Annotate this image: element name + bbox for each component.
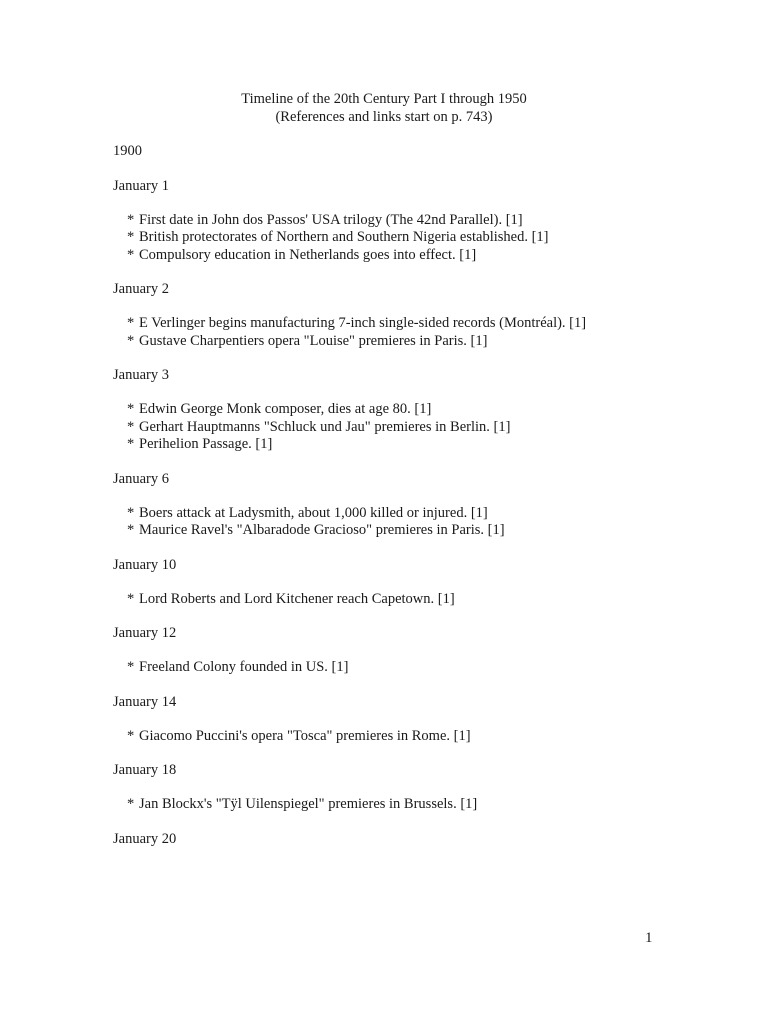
event-item [113, 315, 713, 333]
bullet-marker: * [127, 727, 135, 744]
event-text: Maurice Ravel's "Albaradode Gracioso" premieres in Paris. [1] [139, 522, 505, 538]
event-item [113, 591, 713, 609]
event-list [113, 591, 713, 609]
event-list [113, 315, 713, 350]
event-list [113, 401, 713, 454]
bullet-marker: * [127, 504, 135, 521]
event-item [113, 212, 713, 230]
date-heading: January 20 [113, 830, 177, 847]
date-heading: January 14 [113, 693, 177, 710]
bullet-marker: * [127, 418, 135, 435]
event-item [113, 522, 713, 540]
event-item [113, 419, 713, 437]
event-item [113, 796, 713, 814]
document-title: Timeline of the 20th Century Part I through 1950 [241, 91, 527, 107]
bullet-marker: * [127, 436, 135, 452]
event-list [113, 796, 713, 814]
bullet-marker: * [127, 246, 135, 263]
date-heading: January 6 [113, 470, 169, 487]
event-text: Gustave Charpentiers opera "Louise" premieres in Paris. [1] [139, 332, 488, 349]
event-text: Edwin George Monk composer, dies at age 80. [1] [139, 401, 432, 417]
event-list [113, 212, 713, 265]
event-item [113, 659, 713, 677]
event-text: Compulsory education in Netherlands goes into effect. [1] [139, 246, 477, 263]
bullet-marker: * [127, 315, 135, 331]
bullet-marker: * [127, 659, 135, 675]
year-heading: 1900 [113, 143, 142, 159]
event-item [113, 401, 713, 419]
event-item [113, 229, 713, 247]
event-list [113, 659, 713, 677]
timeline-content [113, 143, 713, 865]
date-heading: January 18 [113, 762, 177, 778]
bullet-marker: * [127, 796, 135, 812]
event-text: E Verlinger begins manufacturing 7-inch single-sided records (Montréal). [1] [139, 315, 587, 331]
bullet-marker: * [127, 229, 135, 245]
event-text: Lord Roberts and Lord Kitchener reach Capetown. [1] [139, 590, 455, 607]
event-text: Giacomo Puccini's opera "Tosca" premieres in Rome. [1] [139, 727, 471, 744]
page-number: 1 [645, 930, 653, 946]
event-item [113, 333, 713, 351]
date-heading: January 2 [113, 281, 169, 297]
date-heading: January 1 [113, 177, 169, 194]
document-title-block [0, 91, 768, 126]
bullet-marker: * [127, 522, 135, 538]
event-item [113, 505, 713, 523]
event-text: Jan Blockx's "Tÿl Uilenspiegel" premieres in Brussels. [1] [139, 796, 478, 812]
date-heading: January 12 [113, 625, 177, 641]
event-text: First date in John dos Passos' USA trilogy (The 42nd Parallel). [1] [139, 211, 523, 228]
bullet-marker: * [127, 590, 135, 607]
bullet-marker: * [127, 401, 135, 417]
event-item [113, 728, 713, 746]
event-text: British protectorates of Northern and Southern Nigeria established. [1] [139, 229, 549, 245]
event-list [113, 505, 713, 540]
event-text: Perihelion Passage. [1] [139, 436, 273, 452]
bullet-marker: * [127, 332, 135, 349]
event-text: Freeland Colony founded in US. [1] [139, 659, 349, 675]
event-text: Gerhart Hauptmanns "Schluck und Jau" premieres in Berlin. [1] [139, 418, 511, 435]
bullet-marker: * [127, 211, 135, 228]
event-list [113, 728, 713, 746]
document-subtitle: (References and links start on p. 743) [275, 108, 493, 125]
event-text: Boers attack at Ladysmith, about 1,000 killed or injured. [1] [139, 504, 488, 521]
event-item [113, 436, 713, 454]
event-item [113, 247, 713, 265]
date-heading: January 3 [113, 367, 169, 383]
date-heading: January 10 [113, 556, 177, 573]
